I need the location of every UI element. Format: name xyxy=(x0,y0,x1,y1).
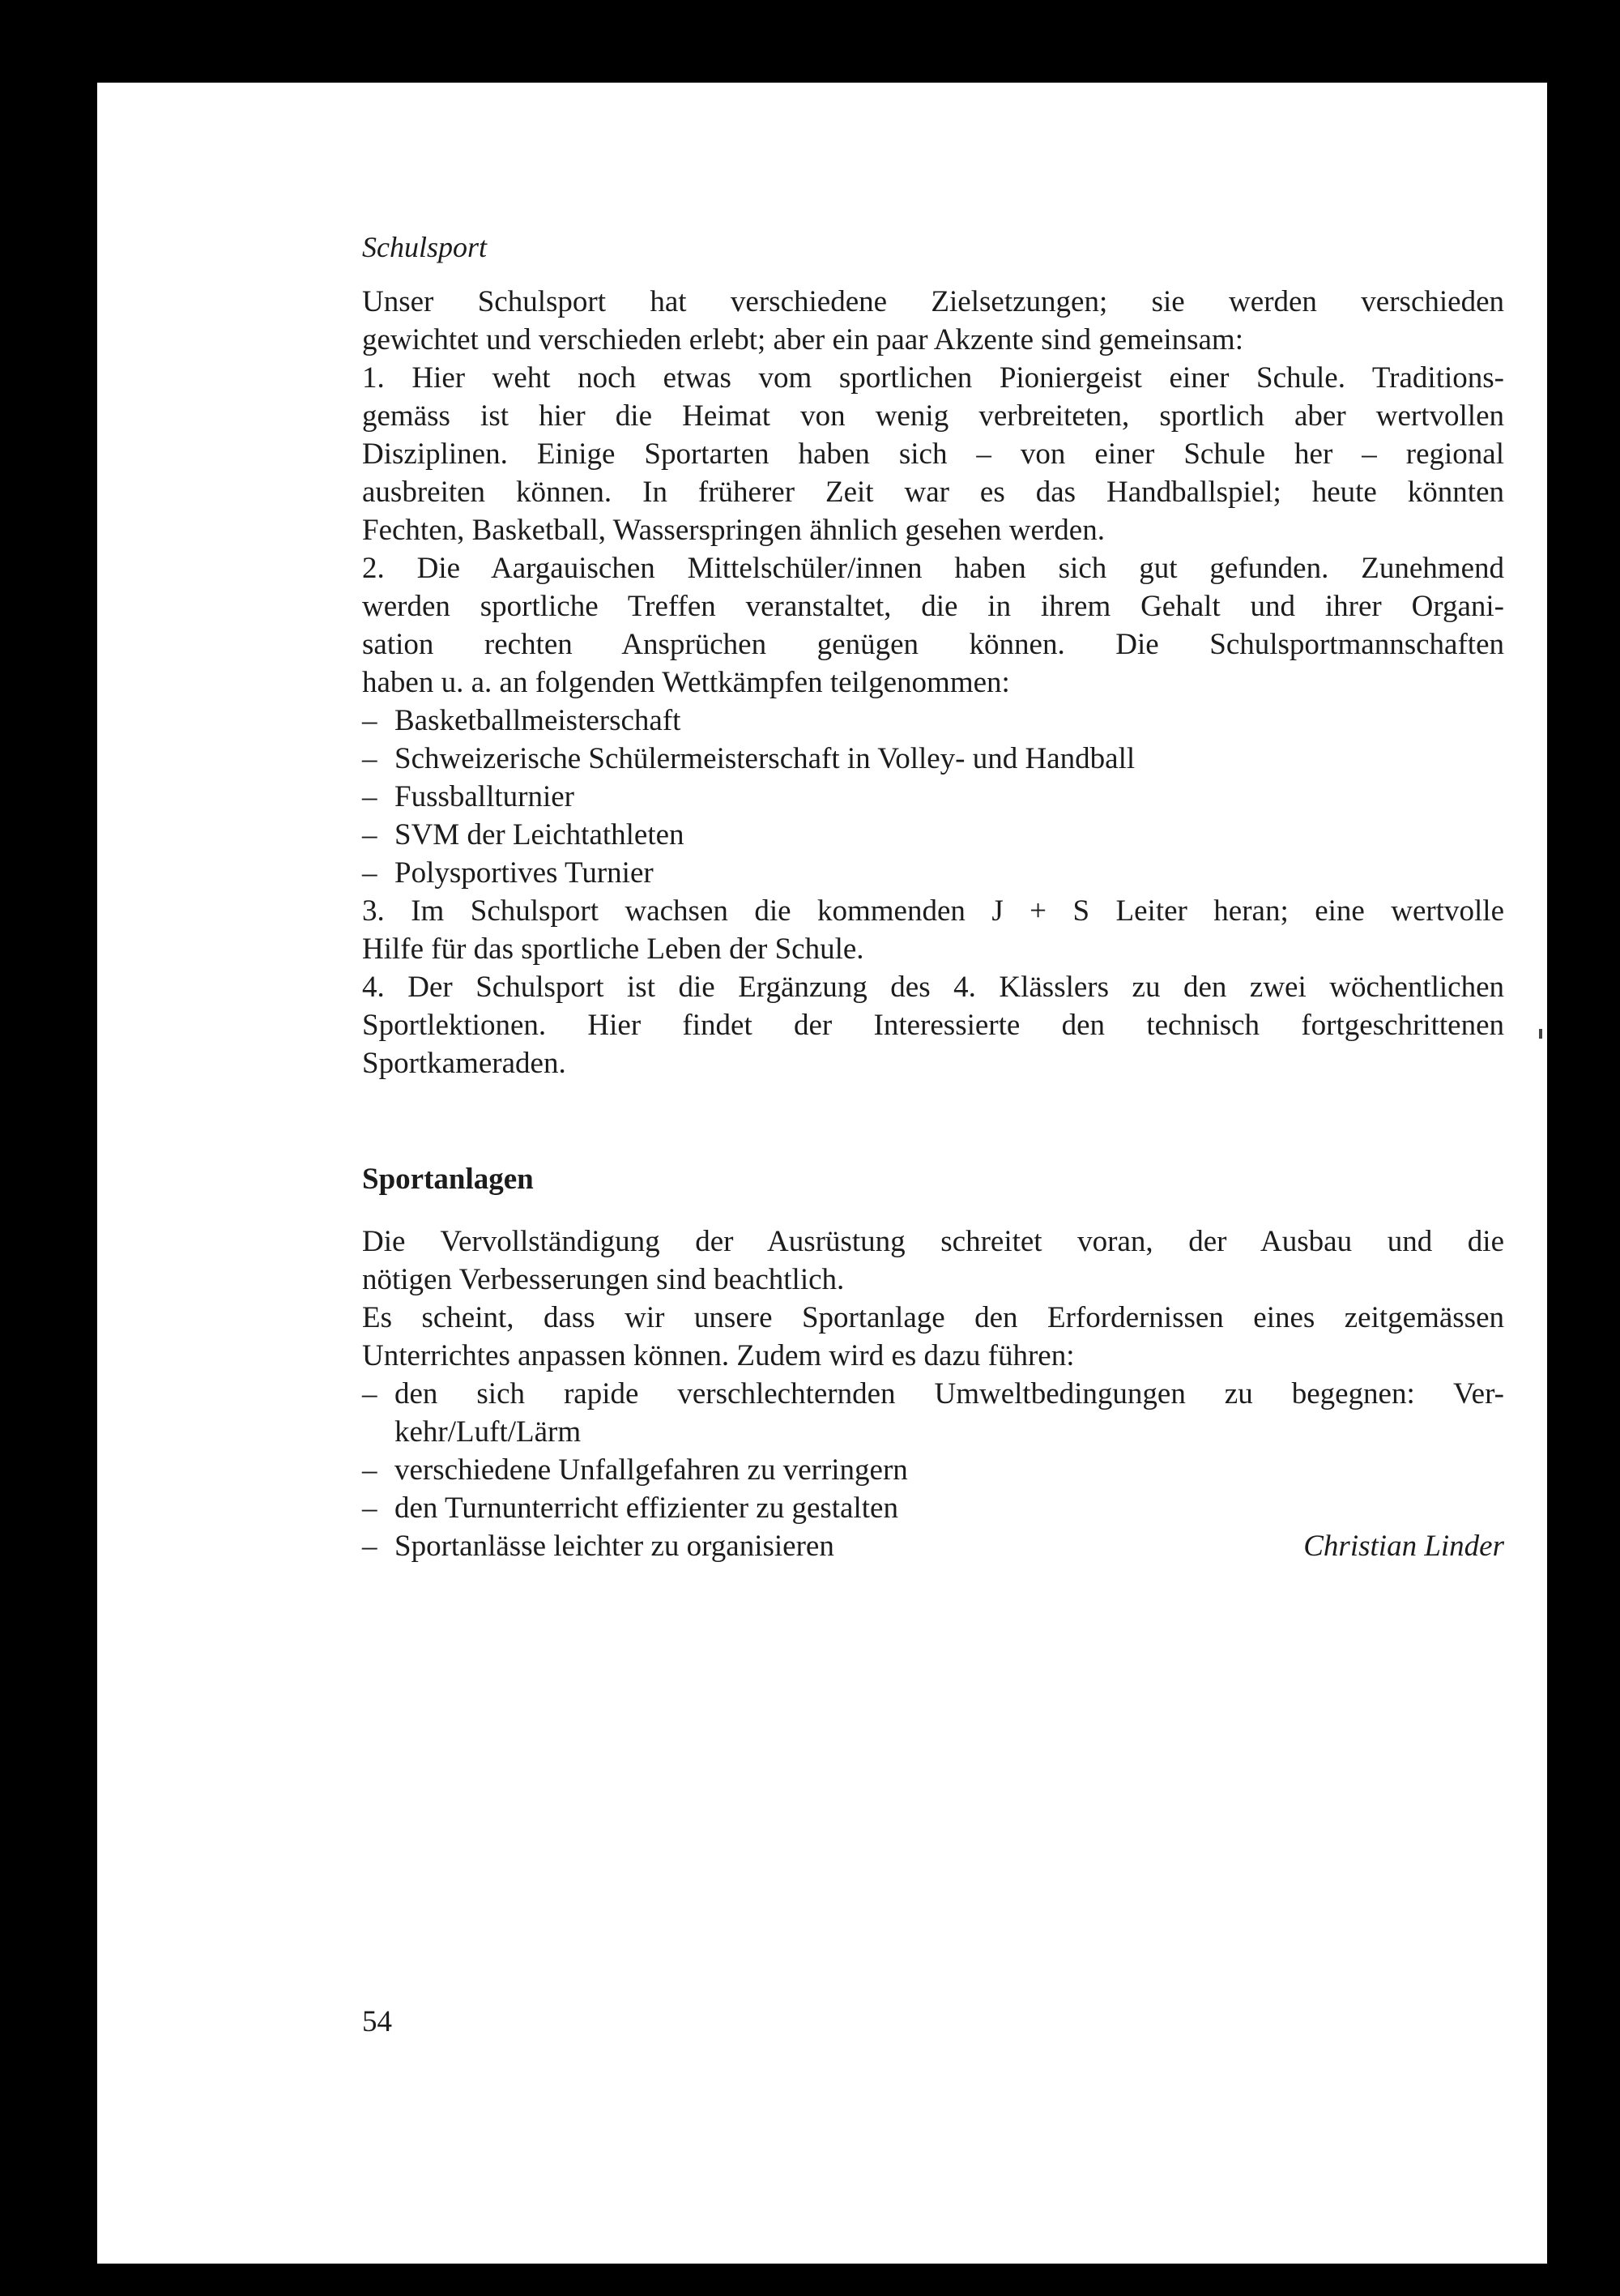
dash-marker: – xyxy=(362,818,377,851)
list-item xyxy=(362,1451,1504,1489)
list-item-text: Polysportives Turnier xyxy=(394,856,654,890)
dash-marker: – xyxy=(362,1453,377,1487)
list-item-text: Sportanlässe leichter zu organisieren xyxy=(394,1530,834,1563)
list-item xyxy=(362,702,1504,740)
text-line: 1. Hier weht noch etwas vom sportlichen Pioniergeist einer Schule. Traditions- xyxy=(362,361,1504,395)
text-line: Unser Schulsport hat verschiedene Zielsetzungen; sie werden verschieden xyxy=(362,285,1504,318)
text-line: nötigen Verbesserungen sind beachtlich. xyxy=(362,1263,845,1296)
point-4-paragraph xyxy=(362,968,1504,1082)
text-line: 2. Die Aargauischen Mittelschüler/innen haben sich gut gefunden. Zunehmend xyxy=(362,552,1504,585)
list-item-text: Fussballturnier xyxy=(394,780,574,813)
list-item-text: verschiedene Unfallgefahren zu verringern xyxy=(394,1453,908,1487)
list-item-text: Schweizerische Schülermeisterschaft in Volley- und Handball xyxy=(394,742,1136,775)
list-item-text: Basketballmeisterschaft xyxy=(394,704,681,737)
list-item xyxy=(362,854,1504,892)
intro-paragraph xyxy=(362,283,1504,359)
section-heading-sportanlagen: Sportanlagen xyxy=(362,1163,534,1196)
text-line: Disziplinen. Einige Sportarten haben sich – von einer Schule her – regional xyxy=(362,437,1504,471)
point-3-paragraph xyxy=(362,892,1504,968)
text-line: Sportlektionen. Hier findet der Interessierte den technisch fortgeschrittenen xyxy=(362,1009,1504,1042)
point-1-paragraph xyxy=(362,359,1504,549)
dash-marker: – xyxy=(362,1377,377,1410)
dash-marker: – xyxy=(362,780,377,813)
list-item-text: den Turnunterricht effizienter zu gestalten xyxy=(394,1492,898,1525)
document-page xyxy=(97,83,1547,2264)
competition-list xyxy=(362,702,1504,892)
list-item xyxy=(362,1527,1504,1565)
text-line: 3. Im Schulsport wachsen die kommenden J + S Leiter heran; eine wertvolle xyxy=(362,894,1504,928)
list-item xyxy=(362,1375,1504,1413)
list-item xyxy=(362,778,1504,816)
text-line: Unterrichtes anpassen können. Zudem wird es dazu führen: xyxy=(362,1339,1075,1372)
dash-marker: – xyxy=(362,742,377,775)
text-line: haben u. a. an folgenden Wettkämpfen teilgenommen: xyxy=(362,666,1010,699)
text-line: Es scheint, dass wir unsere Sportanlage den Erfordernissen eines zeitgemässen xyxy=(362,1301,1504,1334)
dash-marker: – xyxy=(362,856,377,890)
text-line: Die Vervollständigung der Ausrüstung schreitet voran, der Ausbau und die xyxy=(362,1225,1504,1258)
page-content xyxy=(362,228,1504,1565)
list-item-text: den sich rapide verschlechternden Umweltbedingungen zu begegnen: Ver- xyxy=(394,1377,1504,1410)
text-line: gemäss ist hier die Heimat von wenig verbreiteten, sportlich aber wertvollen xyxy=(362,399,1504,433)
dash-marker: – xyxy=(362,1492,377,1525)
sportanlagen-list xyxy=(362,1375,1504,1565)
author-signature: Christian Linder xyxy=(1303,1530,1504,1563)
text-line: sation rechten Ansprüchen genügen können. Die Schulsportmannschaften xyxy=(362,628,1504,661)
list-item-continuation: kehr/Luft/Lärm xyxy=(394,1415,582,1449)
text-line: 4. Der Schulsport ist die Ergänzung des 4. Klässlers zu den zwei wöchentlichen xyxy=(362,971,1504,1004)
scan-artifact xyxy=(1539,1029,1542,1039)
list-item xyxy=(362,740,1504,778)
text-line: Hilfe für das sportliche Leben der Schule. xyxy=(362,932,864,966)
text-line: ausbreiten können. In früherer Zeit war es das Handballspiel; heute könnten xyxy=(362,476,1504,509)
sportanlagen-paragraph-2 xyxy=(362,1299,1504,1375)
list-item xyxy=(362,1489,1504,1527)
point-2-paragraph xyxy=(362,549,1504,702)
sportanlagen-paragraph-1 xyxy=(362,1223,1504,1299)
dash-marker: – xyxy=(362,1530,377,1563)
list-item xyxy=(362,816,1504,854)
page-number: 54 xyxy=(362,2005,392,2038)
dash-marker: – xyxy=(362,704,377,737)
text-line: Sportkameraden. xyxy=(362,1047,566,1080)
list-item-text: SVM der Leichtathleten xyxy=(394,818,684,851)
text-line: Fechten, Basketball, Wasserspringen ähnlich gesehen werden. xyxy=(362,514,1105,547)
text-line: gewichtet und verschieden erlebt; aber ein paar Akzente sind gemeinsam: xyxy=(362,323,1243,356)
text-line: werden sportliche Treffen veranstaltet, die in ihrem Gehalt und ihrer Organi- xyxy=(362,590,1504,623)
section-heading-schulsport: Schulsport xyxy=(362,231,488,263)
